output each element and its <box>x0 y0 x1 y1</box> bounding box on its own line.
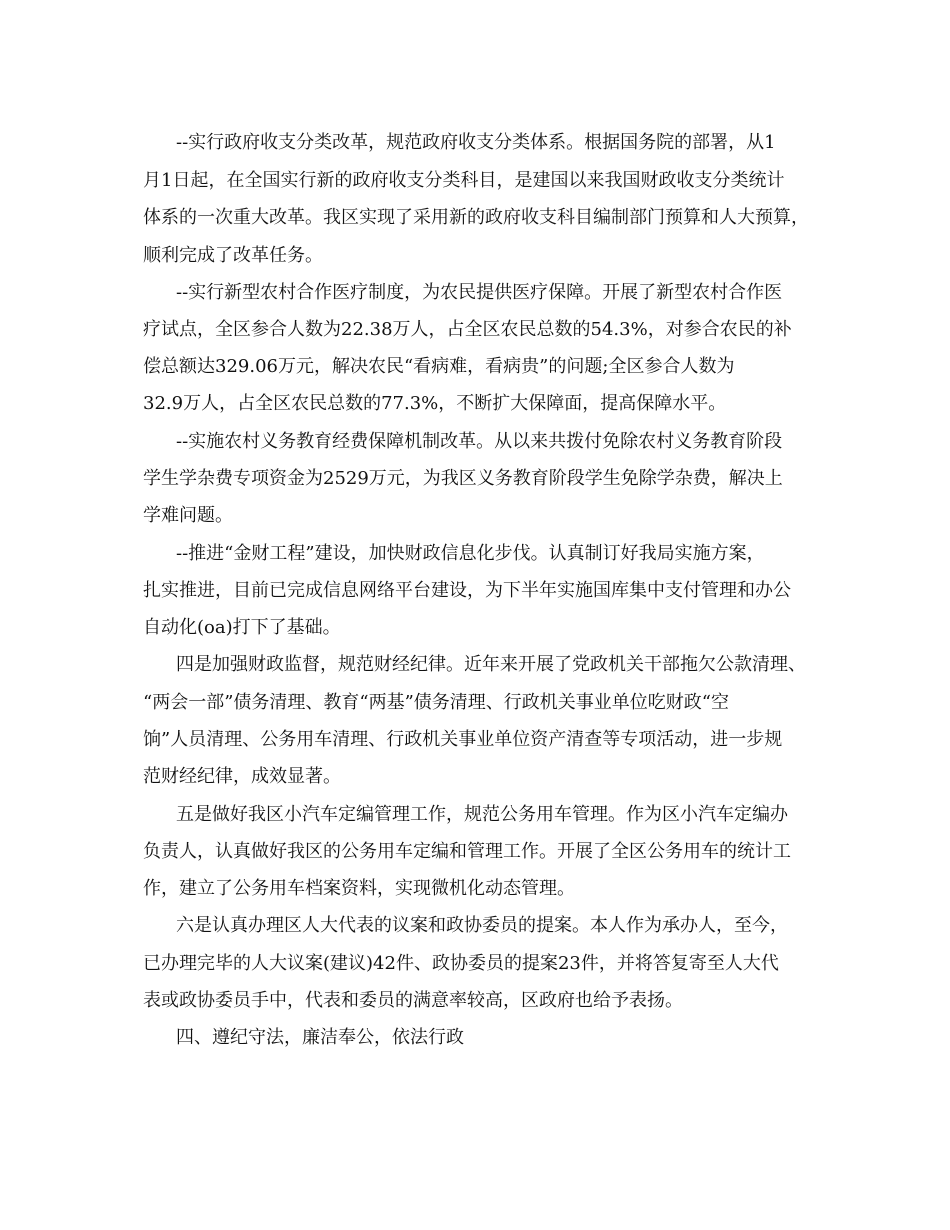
text-line: --实行政府收支分类改革，规范政府收支分类体系。根据国务院的部署，从1 <box>176 132 776 153</box>
text-line: 四是加强财政监督，规范财经纪律。近年来开展了党政机关干部拖欠公款清理、 <box>176 654 806 675</box>
text-line: 体系的一次重大改革。我区实现了采用新的政府收支科目编制部门预算和人大预算， <box>143 207 809 228</box>
text-line: “两会一部”债务清理、教育“两基”债务清理、行政机关事业单位吃财政“空 <box>143 692 730 713</box>
text-line: --推进“金财工程”建设，加快财政信息化步伐。认真制订好我局实施方案， <box>176 543 765 564</box>
text-line: 自动化(oa)打下了基础。 <box>143 617 341 638</box>
text-line: 饷”人员清理、公务用车清理、行政机关事业单位资产清查等专项活动，进一步规 <box>143 729 783 750</box>
text-line: 月1日起，在全国实行新的政府收支分类科目，是建国以来我国财政收支分类统计 <box>143 170 785 191</box>
text-line: 学生学杂费专项资金为2529万元，为我区义务教育阶段学生免除学杂费，解决上 <box>143 468 783 489</box>
text-line: 范财经纪律，成效显著。 <box>143 766 341 787</box>
text-line: 作，建立了公务用车档案资料，实现微机化动态管理。 <box>143 878 575 899</box>
text-line: 扎实推进，目前已完成信息网络平台建设，为下半年实施国库集中支付管理和办公 <box>143 580 791 601</box>
text-line: 疗试点，全区参合人数为22.38万人，占全区农民总数的54.3%，对参合农民的补 <box>143 319 792 340</box>
text-line: 负责人，认真做好我区的公务用车定编和管理工作。开展了全区公务用车的统计工 <box>143 841 791 862</box>
text-line: 已办理完毕的人大议案(建议)42件、政协委员的提案23件，并将答复寄至人大代 <box>143 953 779 974</box>
text-line: --实行新型农村合作医疗制度，为农民提供医疗保障。开展了新型农村合作医 <box>176 282 783 303</box>
text-line: 32.9万人，占全区农民总数的77.3%，不断扩大保障面，提高保障水平。 <box>143 393 727 414</box>
text-line: 学难问题。 <box>143 505 233 526</box>
text-line: 偿总额达329.06万元，解决农民“看病难，看病贵”的问题;全区参合人数为 <box>143 356 735 377</box>
text-line: 四、遵纪守法，廉洁奉公，依法行政 <box>176 1027 464 1048</box>
text-line: 顺利完成了改革任务。 <box>143 245 323 266</box>
text-line: --实施农村义务教育经费保障机制改革。从以来共拨付免除农村义务教育阶段 <box>176 431 783 452</box>
text-line: 六是认真办理区人大代表的议案和政协委员的提案。本人作为承办人，至今， <box>176 915 788 936</box>
text-line: 五是做好我区小汽车定编管理工作，规范公务用车管理。作为区小汽车定编办 <box>176 804 788 825</box>
text-line: 表或政协委员手中，代表和委员的满意率较高，区政府也给予表扬。 <box>143 990 683 1011</box>
